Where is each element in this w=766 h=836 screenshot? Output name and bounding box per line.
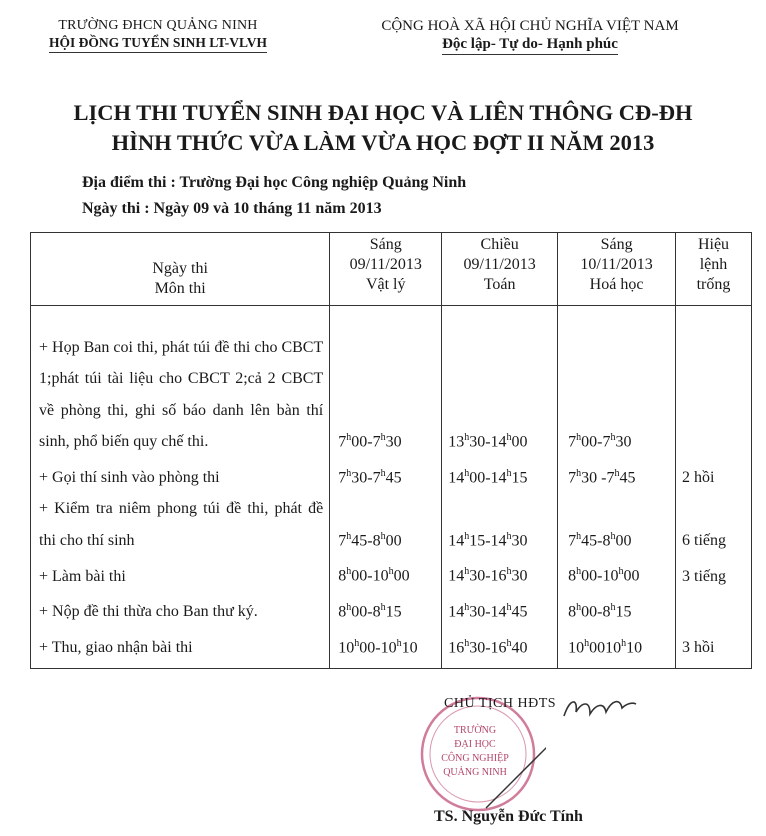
time-cell: 14$^h$30-16$^h$30 — [442, 556, 558, 592]
stamp-line: TRƯỜNG — [453, 725, 497, 736]
corner-subject-label: Môn thi — [154, 280, 206, 297]
time-cell: 7$^h$30-7$^h$45 — [330, 458, 442, 494]
signer-role: CHỦ TỊCH HĐTS — [444, 696, 557, 711]
nation-header — [330, 18, 730, 55]
council-name: HỘI ĐỒNG TUYỂN SINH LT-VLVH — [49, 35, 267, 53]
signal-cell: 3 tiếng — [676, 556, 752, 592]
time-cell: 8$^h$00-8$^h$15 — [558, 592, 676, 628]
task-cell: + Họp Ban coi thi, phát túi đề thi cho CBCT 1;phát túi tài liệu cho CBCT 2;cả 2 CBCT về phòng thi, ghi số báo danh lên bàn thí sinh, phổ biến quy chế thi. — [31, 306, 330, 458]
nation-motto: Độc lập- Tự do- Hạnh phúc — [442, 36, 618, 55]
column-subject: Vật lý — [365, 276, 406, 293]
stamp-line: QUẢNG NINH — [443, 767, 507, 778]
handwritten-signature — [560, 694, 640, 724]
time-cell: 8$^h$00-8$^h$15 — [330, 592, 442, 628]
signal-column-header — [676, 233, 752, 306]
signer-name: TS. Nguyễn Đức Tính — [434, 808, 583, 825]
corner-header — [31, 233, 330, 306]
time-cell: 7$^h$45-8$^h$00 — [558, 493, 676, 556]
table-row — [31, 493, 752, 556]
signal-cell: 2 hồi — [676, 458, 752, 494]
nation-name: CỘNG HOÀ XÃ HỘI CHỦ NGHĨA VIỆT NAM — [381, 18, 679, 34]
document-title — [0, 98, 766, 158]
column-header — [558, 233, 676, 306]
column-date: 09/11/2013 — [463, 256, 536, 273]
time-cell: 10$^h$0010$^h$10 — [558, 628, 676, 668]
table-row — [31, 556, 752, 592]
time-cell: 7$^h$00-7$^h$30 — [330, 306, 442, 458]
task-cell: + Kiểm tra niêm phong túi đề thi, phát đề thi cho thí sinh — [31, 493, 330, 556]
stamp-line: CÔNG NGHIỆP — [441, 753, 509, 764]
column-date: 09/11/2013 — [349, 256, 422, 273]
exam-location: Địa điểm thi : Trường Đại học Công nghiệp Quảng Ninh — [82, 174, 467, 191]
signal-cell: 6 tiếng — [676, 493, 752, 556]
stamp-text — [420, 724, 530, 780]
corner-date-label: Ngày thi — [152, 260, 208, 277]
time-cell: 10$^h$00-10$^h$10 — [330, 628, 442, 668]
signal-cell — [676, 592, 752, 628]
org-name: TRƯỜNG ĐHCN QUẢNG NINH — [58, 18, 258, 33]
table-header-row — [31, 233, 752, 306]
time-cell: 16$^h$30-16$^h$40 — [442, 628, 558, 668]
exam-info — [82, 170, 466, 222]
signal-cell: 3 hồi — [676, 628, 752, 668]
table-row — [31, 458, 752, 494]
time-cell: 7$^h$00-7$^h$30 — [558, 306, 676, 458]
column-session: Chiều — [480, 236, 519, 253]
title-line-1: LỊCH THI TUYỂN SINH ĐẠI HỌC VÀ LIÊN THÔNG CĐ-ĐH — [73, 100, 693, 125]
signal-header-line: Hiệu — [697, 236, 730, 253]
column-date: 10/11/2013 — [580, 256, 653, 273]
title-line-2: HÌNH THỨC VỪA LÀM VỪA HỌC ĐỢT II NĂM 2013 — [111, 130, 655, 155]
table-row — [31, 628, 752, 668]
column-subject: Toán — [483, 276, 516, 293]
time-cell: 14$^h$00-14$^h$15 — [442, 458, 558, 494]
time-cell: 13$^h$30-14$^h$00 — [442, 306, 558, 458]
table-row — [31, 306, 752, 458]
exam-date: Ngày thi : Ngày 09 và 10 tháng 11 năm 2013 — [82, 200, 382, 217]
time-cell: 8$^h$00-10$^h$00 — [558, 556, 676, 592]
signal-header-line: lệnh — [699, 256, 728, 273]
signal-header-line: trống — [696, 276, 731, 293]
task-cell: + Thu, giao nhận bài thi — [31, 628, 330, 668]
task-cell: + Làm bài thi — [31, 556, 330, 592]
time-cell: 14$^h$30-14$^h$45 — [442, 592, 558, 628]
signal-cell — [676, 306, 752, 458]
exam-schedule-table — [30, 232, 752, 669]
column-session: Sáng — [600, 236, 633, 253]
column-header — [330, 233, 442, 306]
task-cell: + Nộp đề thi thừa cho Ban thư ký. — [31, 592, 330, 628]
time-cell: 14$^h$15-14$^h$30 — [442, 493, 558, 556]
column-session: Sáng — [369, 236, 402, 253]
time-cell: 8$^h$00-10$^h$00 — [330, 556, 442, 592]
stamp-line: ĐẠI HỌC — [454, 739, 496, 750]
time-cell: 7$^h$45-8$^h$00 — [330, 493, 442, 556]
org-header — [28, 18, 288, 53]
time-cell: 7$^h$30 -7$^h$45 — [558, 458, 676, 494]
table-row — [31, 592, 752, 628]
column-subject: Hoá học — [589, 276, 644, 293]
task-cell: + Gọi thí sinh vào phòng thi — [31, 458, 330, 494]
column-header — [442, 233, 558, 306]
